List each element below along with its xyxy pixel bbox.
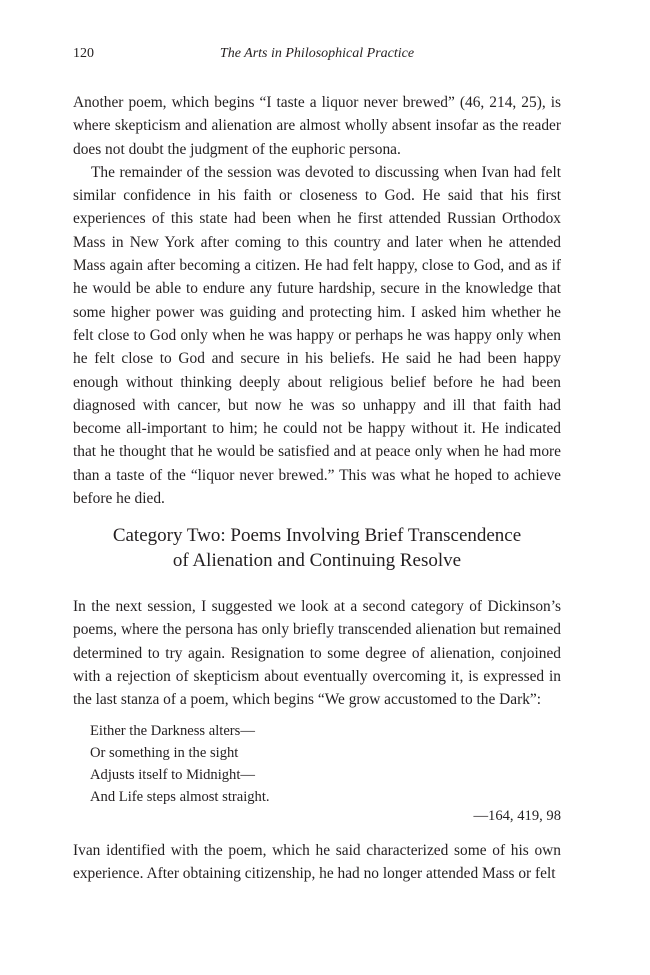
paragraph-session-remainder: The remainder of the session was devoted to discussing when Ivan had felt similar confidence in his faith or closeness to God. He said that his first experiences of this state had been when he first attended Russian Orthodox Mass in New York after coming to this country and later when he attended Mass again after becoming a citizen. He had felt happy, close to God, and as if he would be able to endure any future hardship, secure in the knowledge that some higher power was guiding and protecting him. I asked him whether he felt close to God only when he was happy or perhaps he was happy only when he felt close to God and secure in his beliefs. He said he had been happy enough without thinking deeply about religious belief before he had been diagnosed with cancer, but now he was so unhappy and ill that faith had become all-important to him; he could not be happy without it. He indicated that he thought that he would be satisfied and at peace only when he had more than a taste of the “liquor never brewed.” This was what he hoped to achieve before he died. [73, 163, 561, 508]
poem-line: Adjusts itself to Midnight— [90, 767, 255, 783]
running-head [73, 46, 561, 66]
text-block-top [73, 91, 561, 510]
paragraph-next-session: In the next session, I suggested we look at a second category of Dickinson’s poems, where the persona has only briefly transcended alienation but remained determined to try again. Resignation to some degree of alienation, conjoined with a rejection of skepticism about eventually overcoming it, is expressed in the last stanza of a poem, which begins “We grow accustomed to the Dark”: [73, 598, 561, 709]
poem-line: Or something in the sight [90, 745, 239, 761]
page-number: 120 [73, 46, 94, 61]
poem-excerpt [90, 720, 270, 808]
running-title: The Arts in Philosophical Practice [219, 46, 415, 61]
section-heading-line-2: of Alienation and Continuing Resolve [172, 550, 462, 571]
paragraph-liquor-poem: Another poem, which begins “I taste a liquor never brewed” (46, 214, 25), is where skepticism and alienation are almost wholly absent insofar as the reader does not doubt the judgment of the euphoric persona. [73, 94, 561, 158]
poem-citation: —164, 419, 98 [473, 808, 561, 824]
section-heading-line-1: Category Two: Poems Involving Brief Transcendence [112, 525, 522, 546]
section-heading [73, 523, 561, 573]
text-block-bottom [73, 839, 561, 886]
poem-line: And Life steps almost straight. [90, 789, 270, 805]
poem-line: Either the Darkness alters— [90, 723, 255, 739]
text-block-middle [73, 595, 561, 711]
paragraph-ivan-identified: Ivan identified with the poem, which he said characterized some of his own experience. After obtaining citizenship, he had no longer attended Mass or felt [73, 842, 561, 883]
